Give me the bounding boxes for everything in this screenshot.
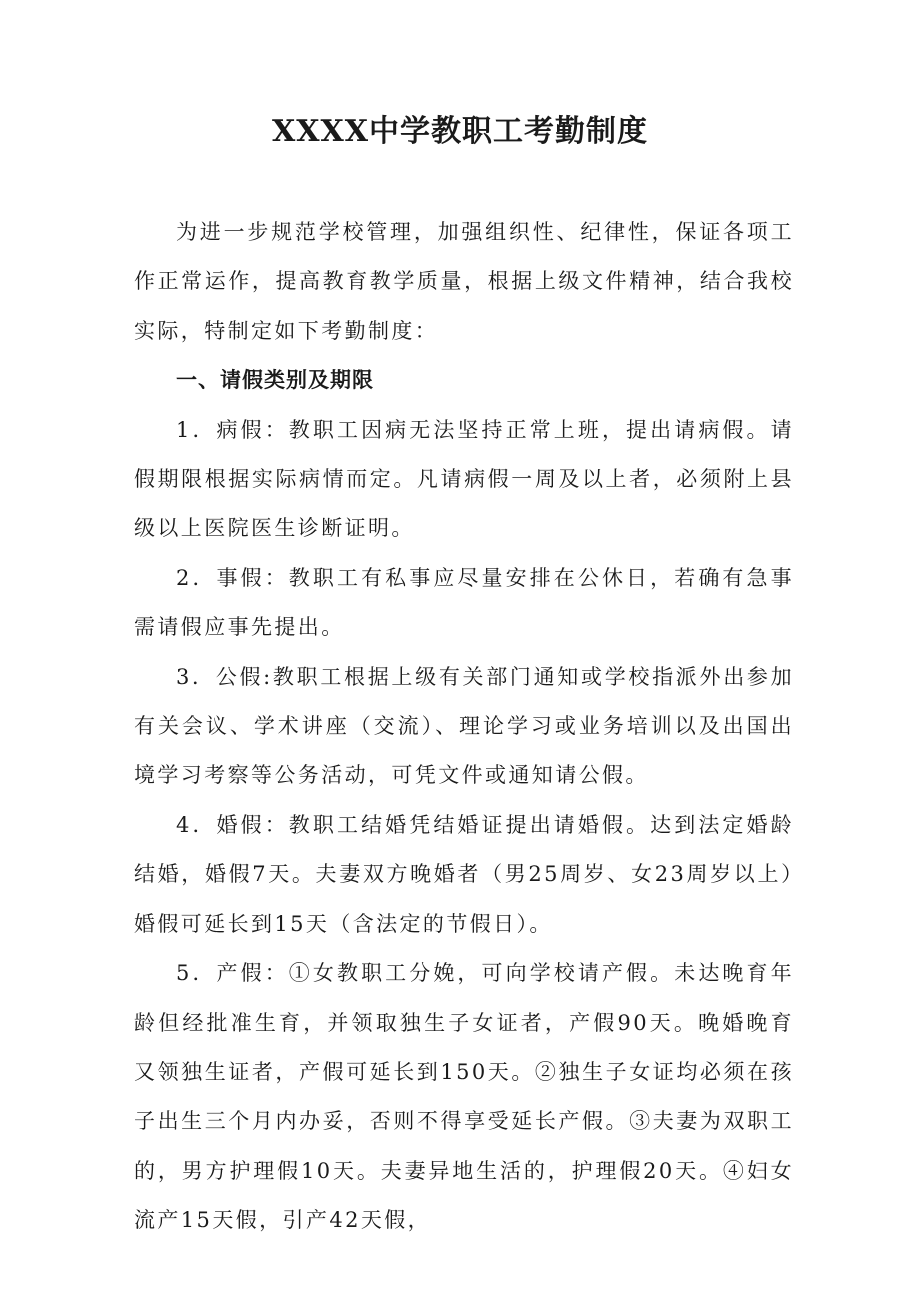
section-heading: 一、请假类别及期限 xyxy=(176,368,374,393)
item-official-leave: 3．公假:教职工根据上级有关部门通知或学校指派外出参加有关会议、学术讲座（交流）、理论学习或业务培训以及出国出境学习考察等公务活动，可凭文件或通知请公假。 xyxy=(134,664,794,788)
item-marriage-leave: 4．婚假：教职工结婚凭结婚证提出请婚假。达到法定婚龄结婚，婚假7天。夫妻双方晚婚者（男25周岁、女23周岁以上）婚假可延长到15天（含法定的节假日）。 xyxy=(134,812,794,936)
document-body xyxy=(134,208,794,1246)
intro-paragraph: 为进一步规范学校管理，加强组织性、纪律性，保证各项工作正常运作，提高教育教学质量，根据上级文件精神，结合我校实际，特制定如下考勤制度： xyxy=(134,220,794,343)
item-sick-leave: 1．病假：教职工因病无法坚持正常上班，提出请病假。请假期限根据实际病情而定。凡请病假一周及以上者，必须附上县级以上医院医生诊断证明。 xyxy=(134,417,794,541)
document-title: XXXX中学教职工考勤制度 xyxy=(271,114,649,149)
item-maternity-leave: 5．产假：①女教职工分娩，可向学校请产假。未达晚育年龄但经批准生育，并领取独生子女证者，产假90天。晚婚晚育又领独生证者，产假可延长到150天。②独生子女证均必须在孩子出生三个月内办妥，否则不得享受延长产假。③夫妻为双职工的，男方护理假10天。夫妻异地生活的，护理假20天。④妇女流产15天假，引产42天假， xyxy=(134,961,794,1233)
item-personal-leave: 2．事假：教职工有私事应尽量安排在公休日，若确有急事需请假应事先提出。 xyxy=(134,565,794,640)
